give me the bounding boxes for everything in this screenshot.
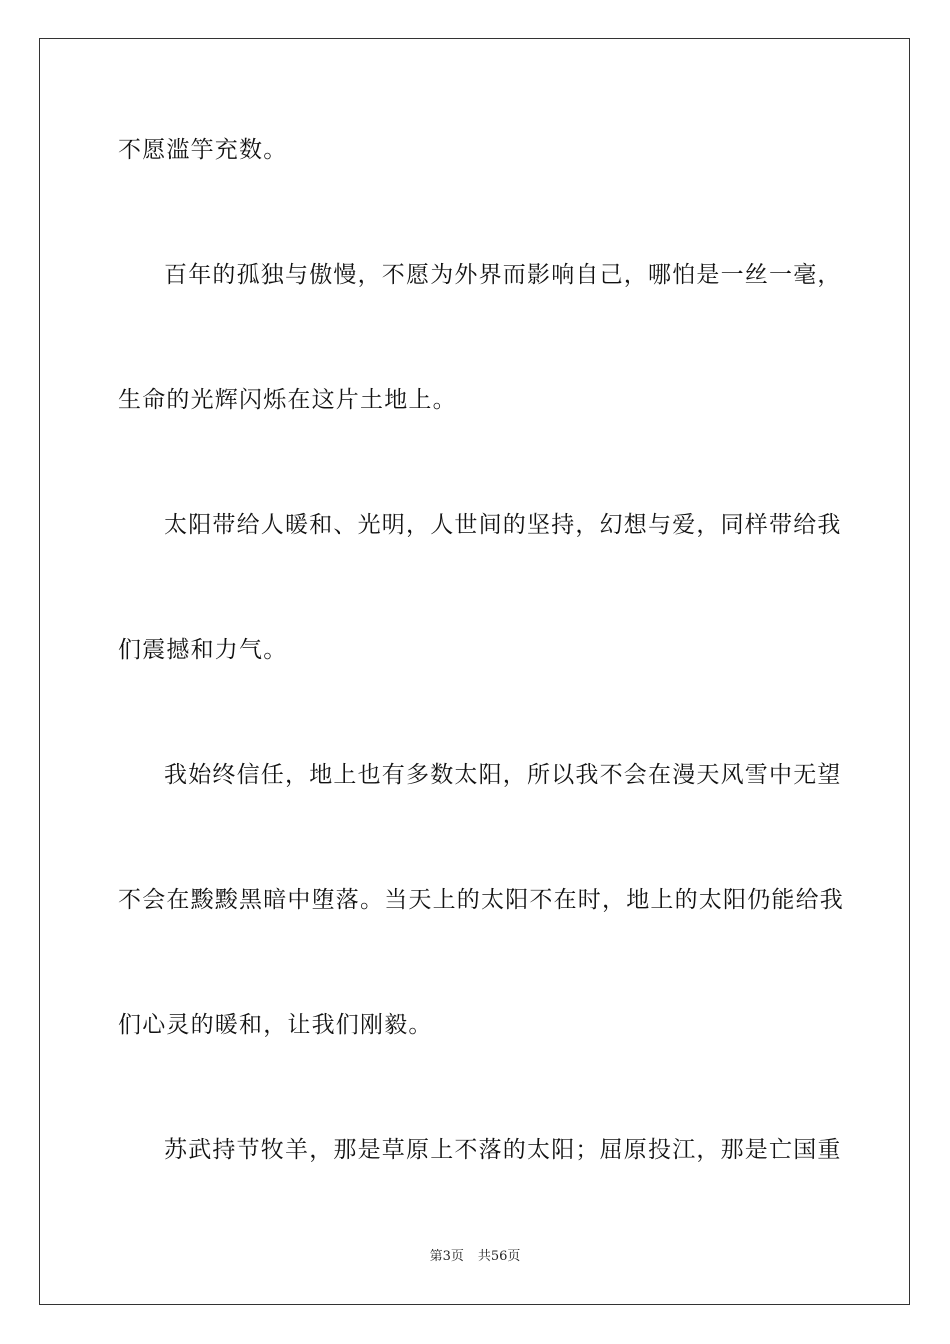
text-line: 百年的孤独与傲慢，不愿为外界而影响自己，哪怕是一丝一毫，: [164, 262, 842, 288]
text-line: 不愿滥竽充数。: [118, 137, 288, 163]
text-line: 太阳带给人暖和、光明，人世间的坚持，幻想与爱，同样带给我: [164, 512, 842, 538]
text-line: 们震撼和力气。: [118, 637, 288, 663]
text-line: 不会在黢黢黑暗中堕落。当天上的太阳不在时，地上的太阳仍能给我: [118, 887, 844, 913]
text-line: 苏武持节牧羊，那是草原上不落的太阳；屈原投江，那是亡国重: [164, 1137, 842, 1163]
text-line: 们心灵的暖和，让我们刚毅。: [118, 1012, 433, 1038]
text-line: 生命的光辉闪烁在这片土地上。: [118, 387, 457, 413]
page-footer: [0, 1248, 950, 1266]
page-total: 共56页: [477, 1249, 521, 1264]
text-line: 我始终信任，地上也有多数太阳，所以我不会在漫天风雪中无望: [164, 762, 842, 788]
page-number: 第3页: [429, 1249, 464, 1264]
page-frame: [39, 38, 910, 1305]
